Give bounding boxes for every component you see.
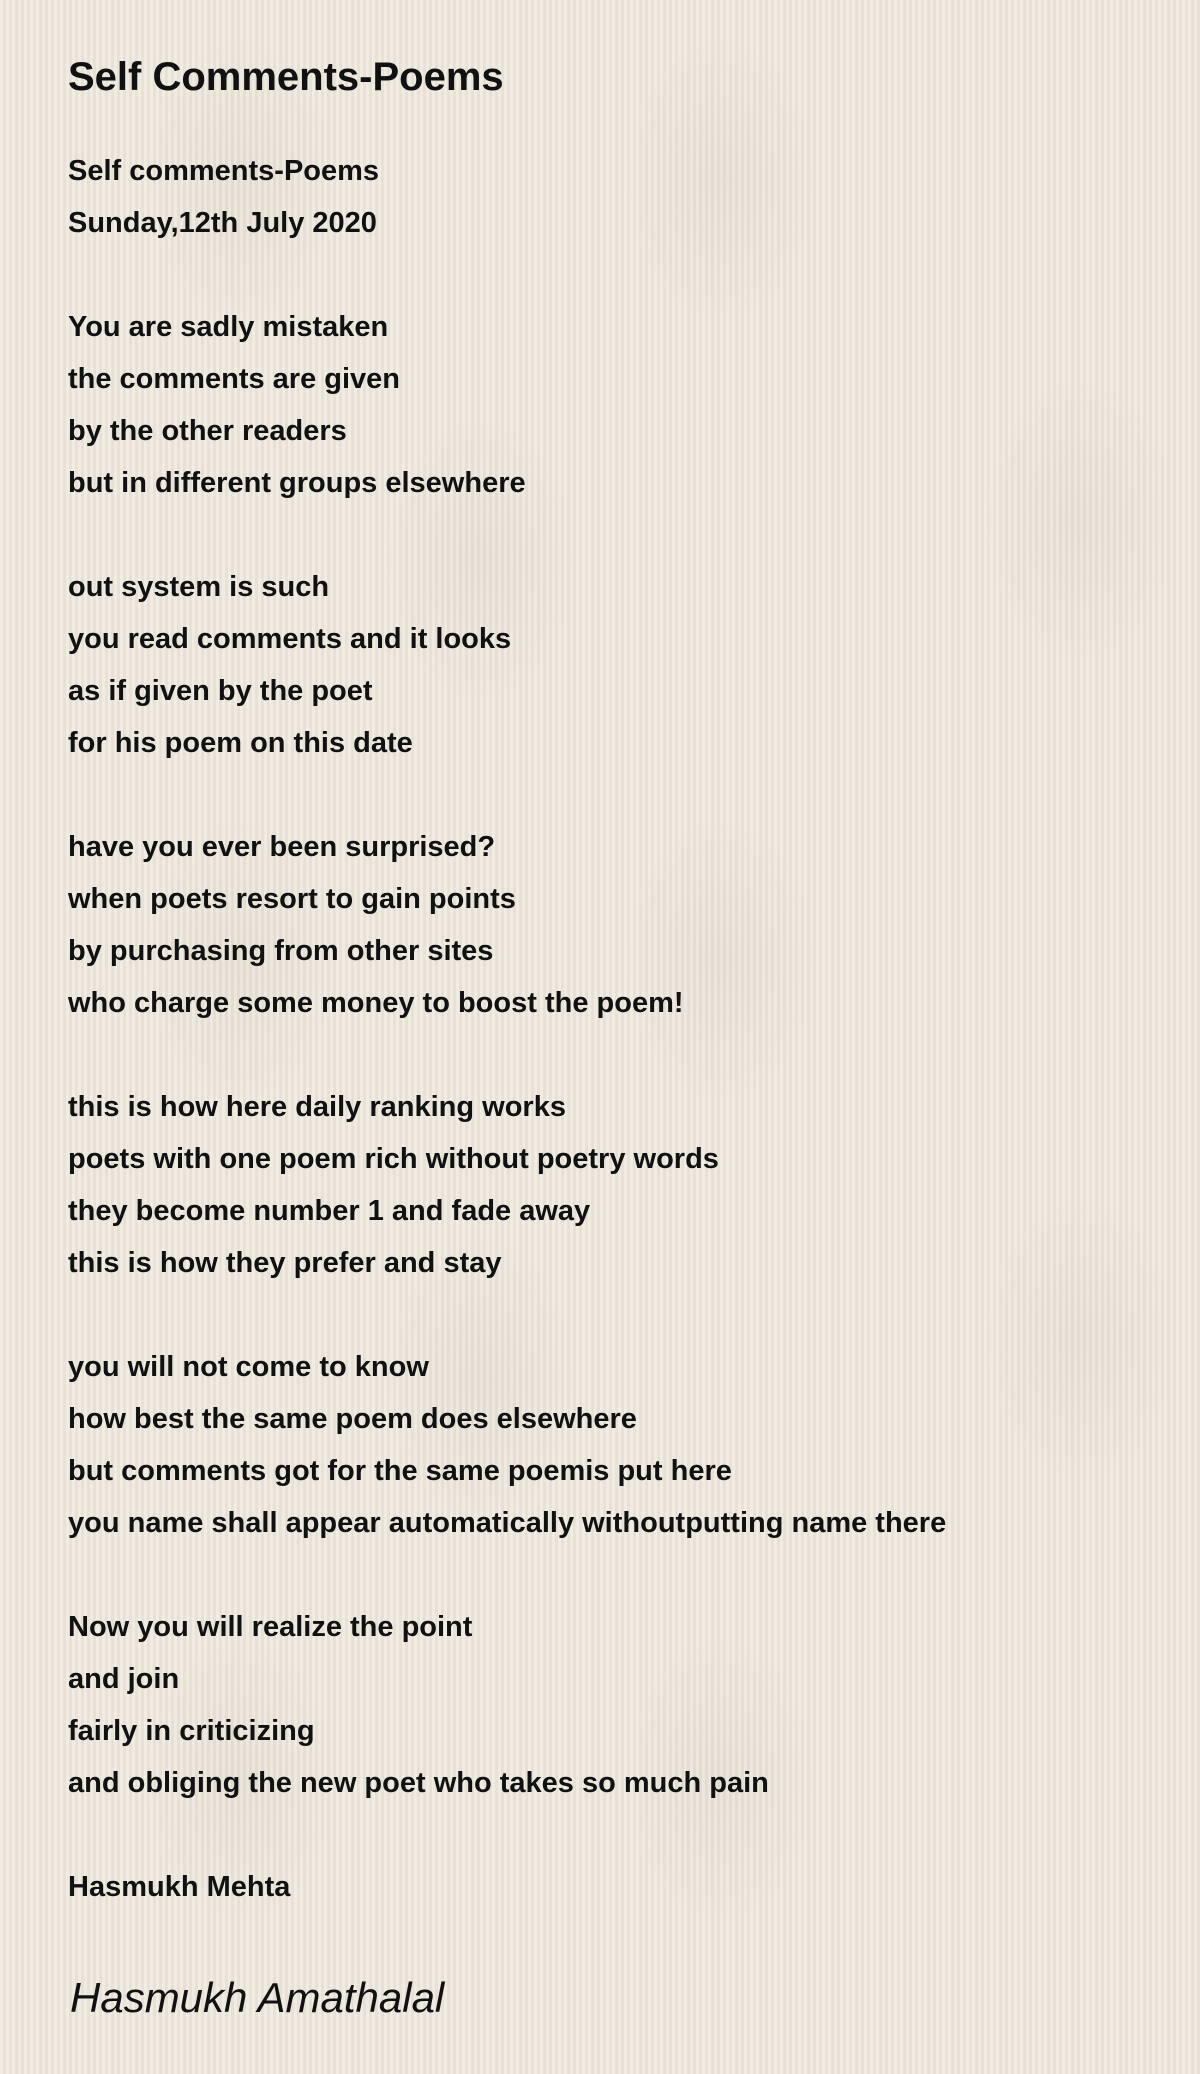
poem-line: have you ever been surprised? <box>68 831 496 863</box>
poem-line: when poets resort to gain points <box>68 883 516 915</box>
poem-line: poets with one poem rich without poetry words <box>68 1143 719 1175</box>
poem-line: as if given by the poet <box>68 675 373 707</box>
poem-line: Self comments-Poems <box>68 155 380 187</box>
stanza <box>68 145 1168 249</box>
poem-line: for his poem on this date <box>68 727 413 759</box>
poem-line: and join <box>68 1663 180 1695</box>
poem-line: You are sadly mistaken <box>68 311 389 343</box>
poem-line: fairly in criticizing <box>68 1715 315 1747</box>
poem-line: who charge some money to boost the poem! <box>68 987 684 1019</box>
stanza <box>68 1081 1168 1289</box>
stanza <box>68 1601 1168 1809</box>
poem-title: Self Comments-Poems <box>68 55 504 99</box>
poem-line: by the other readers <box>68 415 347 447</box>
stanza <box>68 561 1168 769</box>
poem-line: and obliging the new poet who takes so much pain <box>68 1767 769 1799</box>
poem-line: Now you will realize the point <box>68 1611 473 1643</box>
poem-line: you name shall appear automatically withoutputting name there <box>68 1507 947 1539</box>
poem-body <box>68 145 1168 1913</box>
poem-line: this is how here daily ranking works <box>68 1091 566 1123</box>
poem-signoff: Hasmukh Mehta <box>68 1871 291 1903</box>
poem-line: the comments are given <box>68 363 400 395</box>
poem-line: they become number 1 and fade away <box>68 1195 591 1227</box>
poem-line: by purchasing from other sites <box>68 935 494 967</box>
poem-line: Sunday,12th July 2020 <box>68 207 377 239</box>
stanza <box>68 301 1168 509</box>
poem-line: this is how they prefer and stay <box>68 1247 502 1279</box>
poem-line: out system is such <box>68 571 330 603</box>
stanza <box>68 1341 1168 1549</box>
poem-line: but in different groups elsewhere <box>68 467 526 499</box>
poem-line: how best the same poem does elsewhere <box>68 1403 637 1435</box>
poem-page <box>68 48 1168 1913</box>
stanza <box>68 821 1168 1029</box>
poem-line: you read comments and it looks <box>68 623 512 655</box>
author-name: Hasmukh Amathalal <box>70 1974 445 2021</box>
poem-line: you will not come to know <box>68 1351 429 1383</box>
poem-line: but comments got for the same poemis put here <box>68 1455 732 1487</box>
